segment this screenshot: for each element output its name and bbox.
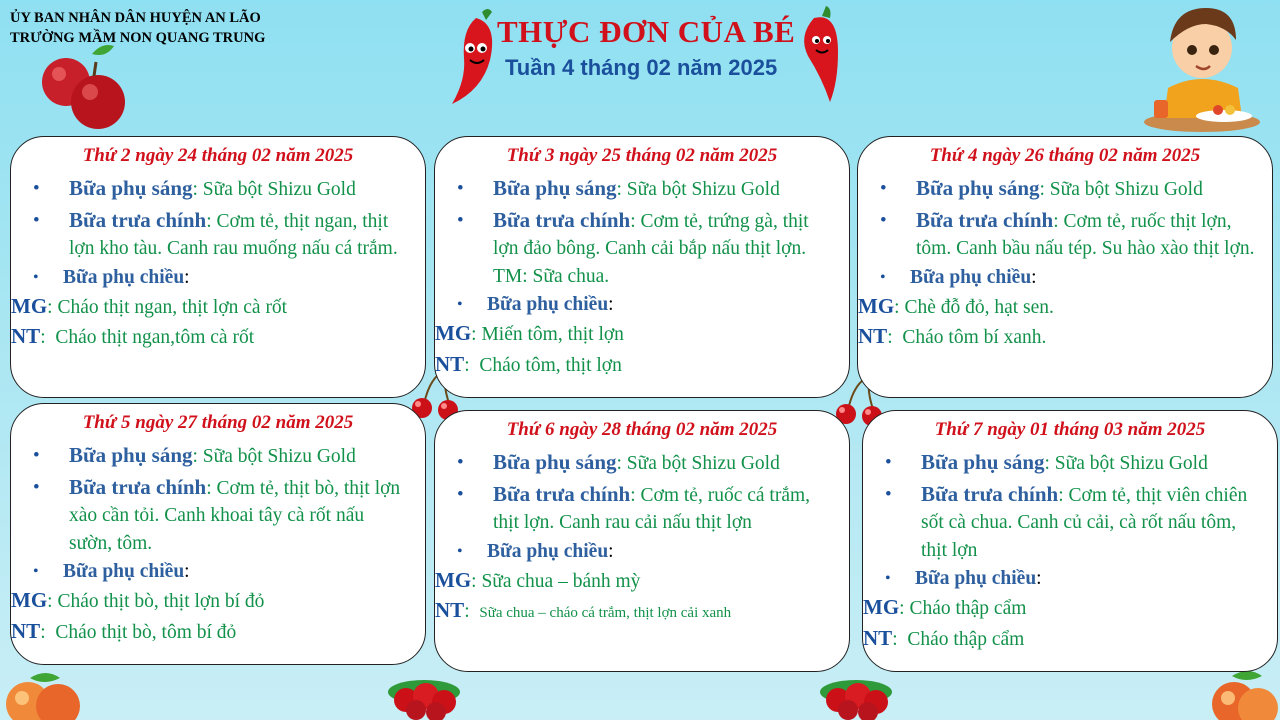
lunch-label: Bữa trưa chính <box>69 474 207 499</box>
afternoon-item: • Bữa phụ chiều: <box>33 266 190 288</box>
child-eating-icon <box>1140 2 1270 134</box>
mg-label: MG <box>11 293 48 318</box>
nt-value: Cháo tôm, thịt lợn <box>479 354 622 376</box>
afternoon-label: Bữa phụ chiều <box>487 294 609 315</box>
fruit-basket-icon <box>384 670 464 720</box>
mg-value: Cháo thịt ngan, thịt lợn cà rốt <box>57 296 288 318</box>
lunch-item: • Bữa trưa chính: Cơm tẻ, ruốc cá trắm, thịt lợn. Canh rau cải nấu thịt lợn <box>457 481 811 533</box>
breakfast-label: Bữa phụ sáng <box>493 176 617 200</box>
breakfast-value: Sữa bột Shizu Gold <box>626 453 780 474</box>
breakfast-label: Bữa phụ sáng <box>921 450 1045 474</box>
lunch-label: Bữa trưa chính <box>493 481 631 506</box>
afternoon-item: • Bữa phụ chiều: <box>457 294 614 315</box>
lunch-label: Bữa trưa chính <box>916 207 1054 232</box>
lunch-value: Cơm tẻ, ruốc cá trắm, thịt lợn. Canh rau cải nấu thịt lợn <box>493 484 811 533</box>
breakfast-item: • Bữa phụ sáng: Sữa bột Shizu Gold <box>885 450 1208 474</box>
afternoon-label: Bữa phụ chiều <box>915 568 1037 589</box>
mg-row: MG: Cháo thịt bò, thịt lợn bí đỏ <box>11 588 265 612</box>
breakfast-item: • Bữa phụ sáng: Sữa bột Shizu Gold <box>880 176 1203 200</box>
mg-label: MG <box>858 293 895 318</box>
org-line-2: TRƯỜNG MẦM NON QUANG TRUNG <box>10 30 266 46</box>
org-line-1: ỦY BAN NHÂN DÂN HUYỆN AN LÃO <box>10 10 261 26</box>
mg-value: Miến tôm, thịt lợn <box>481 324 624 345</box>
afternoon-label: Bữa phụ chiều <box>910 266 1032 288</box>
mg-value: Cháo thịt bò, thịt lợn bí đỏ <box>57 591 265 612</box>
afternoon-label: Bữa phụ chiều <box>63 561 185 582</box>
nt-row: NT: Sữa chua – cháo cá trắm, thịt lợn cải xanh <box>435 598 732 622</box>
lunch-value: Cơm tẻ, thịt viên chiên sốt cà chua. Canh củ cải, cà rốt nấu tôm, thịt lợn <box>921 484 1248 561</box>
nt-value: Cháo thịt bò, tôm bí đỏ <box>55 621 237 643</box>
lunch-label: Bữa trưa chính <box>493 207 631 232</box>
mg-row: MG: Cháo thập cẩm <box>863 595 1027 619</box>
afternoon-item: • Bữa phụ chiều: <box>33 561 190 582</box>
lunch-value: Cơm tẻ, thịt bò, thịt lợn xào cần tỏi. Canh khoai tây cà rốt nấu sườn, tôm. <box>69 477 401 554</box>
peach-icon <box>1206 668 1280 720</box>
day-card-friday <box>434 410 850 672</box>
breakfast-label: Bữa phụ sáng <box>493 450 617 474</box>
mg-value: Chè đỗ đỏ, hạt sen. <box>904 296 1054 318</box>
day-date: Thứ 3 ngày 25 tháng 02 năm 2025 <box>506 145 778 166</box>
nt-label: NT <box>863 625 893 650</box>
breakfast-item: • Bữa phụ sáng: Sữa bột Shizu Gold <box>457 450 780 474</box>
mg-label: MG <box>11 588 48 612</box>
mg-value: Sữa chua – bánh mỳ <box>481 570 641 592</box>
day-date: Thứ 6 ngày 28 tháng 02 năm 2025 <box>506 419 778 440</box>
mg-row: MG: Cháo thịt ngan, thịt lợn cà rốt <box>11 293 288 318</box>
mg-label: MG <box>435 321 472 345</box>
afternoon-item: • Bữa phụ chiều: <box>885 568 1042 589</box>
nt-value: Cháo thịt ngan,tôm cà rốt <box>55 327 255 348</box>
nt-label: NT <box>11 618 41 643</box>
lunch-item: • Bữa trưa chính: Cơm tẻ, thịt ngan, thịt lợn kho tàu. Canh rau muống nấu cá trắm. <box>33 207 398 259</box>
breakfast-value: Sữa bột Shizu Gold <box>202 446 356 467</box>
breakfast-label: Bữa phụ sáng <box>916 176 1040 200</box>
peach-icon <box>0 668 90 720</box>
organization-name <box>10 8 265 48</box>
chili-pepper-icon <box>446 4 502 108</box>
page-title: THỰC ĐƠN CỦA BÉ <box>497 14 796 49</box>
lunch-item: • Bữa trưa chính: Cơm tẻ, trứng gà, thịt lợn đảo bông. Canh cải bắp nấu thịt lợn. TM: Sữa chua. <box>457 207 809 287</box>
apple-icon <box>32 44 132 130</box>
lunch-label: Bữa trưa chính <box>921 481 1059 506</box>
mg-label: MG <box>863 595 900 619</box>
nt-row: NT: Cháo thịt bò, tôm bí đỏ <box>11 618 237 643</box>
nt-value: Sữa chua – cháo cá trắm, thịt lợn cải xanh <box>479 605 732 621</box>
breakfast-value: Sữa bột Shizu Gold <box>626 179 780 200</box>
nt-value: Cháo thập cẩm <box>907 628 1025 650</box>
breakfast-value: Sữa bột Shizu Gold <box>1049 179 1203 200</box>
nt-row: NT: Cháo tôm, thịt lợn <box>435 351 622 376</box>
nt-row: NT: Cháo tôm bí xanh. <box>858 324 1047 348</box>
mg-value: Cháo thập cẩm <box>909 598 1027 619</box>
breakfast-label: Bữa phụ sáng <box>69 176 193 200</box>
day-date: Thứ 5 ngày 27 tháng 02 năm 2025 <box>82 412 354 433</box>
breakfast-value: Sữa bột Shizu Gold <box>1054 453 1208 474</box>
breakfast-value: Sữa bột Shizu Gold <box>202 179 356 200</box>
nt-row: NT: Cháo thịt ngan,tôm cà rốt <box>11 324 255 348</box>
day-card-saturday <box>862 410 1278 672</box>
mg-row: MG: Chè đỗ đỏ, hạt sen. <box>858 293 1054 318</box>
page-subtitle: Tuần 4 tháng 02 năm 2025 <box>505 55 778 80</box>
nt-label: NT <box>858 324 888 348</box>
day-card-monday <box>10 136 426 398</box>
lunch-value: Cơm tẻ, trứng gà, thịt lợn đảo bông. Canh cải bắp nấu thịt lợn. TM: Sữa chua. <box>493 210 809 287</box>
lunch-value: Cơm tẻ, ruốc thịt lợn, tôm. Canh bầu nấu tép. Su hào xào thịt lợn. <box>916 210 1255 259</box>
day-date: Thứ 4 ngày 26 tháng 02 năm 2025 <box>929 145 1201 166</box>
fruit-basket-icon <box>816 670 896 720</box>
afternoon-label: Bữa phụ chiều <box>487 540 609 562</box>
chili-pepper-icon <box>796 2 846 106</box>
nt-value: Cháo tôm bí xanh. <box>902 327 1047 348</box>
afternoon-label: Bữa phụ chiều <box>63 266 185 288</box>
breakfast-label: Bữa phụ sáng <box>69 443 193 467</box>
afternoon-item: • Bữa phụ chiều: <box>457 540 614 562</box>
breakfast-item: • Bữa phụ sáng: Sữa bột Shizu Gold <box>33 443 356 467</box>
day-date: Thứ 2 ngày 24 tháng 02 năm 2025 <box>82 145 354 166</box>
lunch-item: • Bữa trưa chính: Cơm tẻ, thịt bò, thịt lợn xào cần tỏi. Canh khoai tây cà rốt nấu sườn, tôm. <box>33 474 401 554</box>
nt-label: NT <box>11 324 41 348</box>
day-card-thursday <box>10 403 426 665</box>
breakfast-item: • Bữa phụ sáng: Sữa bột Shizu Gold <box>457 176 780 200</box>
nt-label: NT <box>435 598 465 622</box>
lunch-label: Bữa trưa chính <box>69 207 207 232</box>
nt-row: NT: Cháo thập cẩm <box>863 625 1025 650</box>
lunch-item: • Bữa trưa chính: Cơm tẻ, ruốc thịt lợn, tôm. Canh bầu nấu tép. Su hào xào thịt lợn. <box>880 207 1255 259</box>
afternoon-item: • Bữa phụ chiều: <box>880 266 1037 288</box>
mg-row: MG: Sữa chua – bánh mỳ <box>435 567 641 592</box>
day-card-wednesday <box>857 136 1273 398</box>
mg-row: MG: Miến tôm, thịt lợn <box>435 321 624 345</box>
day-card-tuesday <box>434 136 850 398</box>
lunch-item: • Bữa trưa chính: Cơm tẻ, thịt viên chiên sốt cà chua. Canh củ cải, cà rốt nấu tôm, thịt lợn <box>885 481 1248 561</box>
mg-label: MG <box>435 567 472 592</box>
lunch-value: Cơm tẻ, thịt ngan, thịt lợn kho tàu. Canh rau muống nấu cá trắm. <box>69 210 398 259</box>
day-date: Thứ 7 ngày 01 tháng 03 năm 2025 <box>934 419 1206 440</box>
breakfast-item: • Bữa phụ sáng: Sữa bột Shizu Gold <box>33 176 356 200</box>
nt-label: NT <box>435 351 465 376</box>
